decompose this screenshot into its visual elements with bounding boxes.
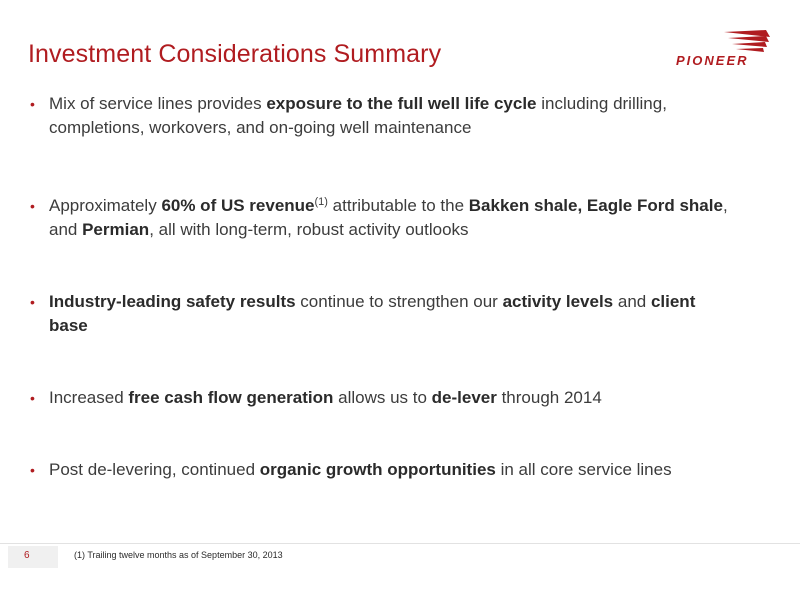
bullet-text-run: Approximately <box>49 196 162 215</box>
bullet-text-run: , and <box>49 196 728 239</box>
bullet-text-run: in all core service lines <box>495 460 672 479</box>
bullet-text-run: , all with long-term, robust activity outlooks <box>149 220 469 239</box>
bullet-text-emphasis: free cash flow generation <box>128 388 334 407</box>
bullet-text-run: Post de-levering, continued <box>49 460 260 479</box>
bullet-text-run: Mix of service lines provides <box>49 94 267 113</box>
bullet-text-emphasis: Bakken shale, Eagle Ford shale <box>468 196 723 215</box>
bullet-text-emphasis: activity levels <box>502 292 614 311</box>
bullet-icon: • <box>30 294 35 310</box>
bullet-item <box>30 194 730 242</box>
bullet-item <box>30 290 730 338</box>
footnote-reference: (1) <box>314 196 328 208</box>
logo-swoosh-icon <box>722 28 772 54</box>
bullet-text <box>49 290 730 338</box>
bullet-icon: • <box>30 390 35 406</box>
footer-divider <box>0 543 800 544</box>
bullet-item <box>30 92 730 140</box>
bullet-text-run: and <box>613 292 651 311</box>
bullet-text-emphasis: Permian <box>82 220 150 239</box>
bullet-icon: • <box>30 462 35 478</box>
logo-wordmark: PIONEER <box>676 53 749 68</box>
bullet-text-run: Increased <box>49 388 129 407</box>
bullet-text-emphasis: Industry-leading safety results <box>49 292 296 311</box>
bullet-text-emphasis: de-lever <box>431 388 497 407</box>
bullet-text <box>49 386 730 410</box>
bullet-text-run: through 2014 <box>496 388 602 407</box>
bullet-text <box>49 458 730 482</box>
bullet-text-run: continue to strengthen our <box>295 292 503 311</box>
bullet-icon: • <box>30 96 35 112</box>
bullet-text-run: allows us to <box>333 388 432 407</box>
slide-title: Investment Considerations Summary <box>28 40 442 68</box>
bullet-item <box>30 458 730 482</box>
bullet-text <box>49 194 730 242</box>
bullet-text-emphasis: 60% of US revenue <box>161 196 315 215</box>
bullet-icon: • <box>30 198 35 214</box>
bullet-text-emphasis: organic growth opportunities <box>259 460 496 479</box>
bullet-text-emphasis: client base <box>49 292 696 335</box>
bullet-text <box>49 92 730 140</box>
bullet-text-run: attributable to the <box>327 196 469 215</box>
footnote: (1) Trailing twelve months as of September 30, 2013 <box>74 550 283 560</box>
bullet-text-emphasis: exposure to the full well life cycle <box>266 94 537 113</box>
bullet-item <box>30 386 730 410</box>
pioneer-logo <box>676 28 776 74</box>
bullet-text-run: including drilling, completions, workovers, and on-going well maintenance <box>49 94 667 137</box>
page-number-box <box>8 546 58 568</box>
page-number: 6 <box>24 550 30 561</box>
